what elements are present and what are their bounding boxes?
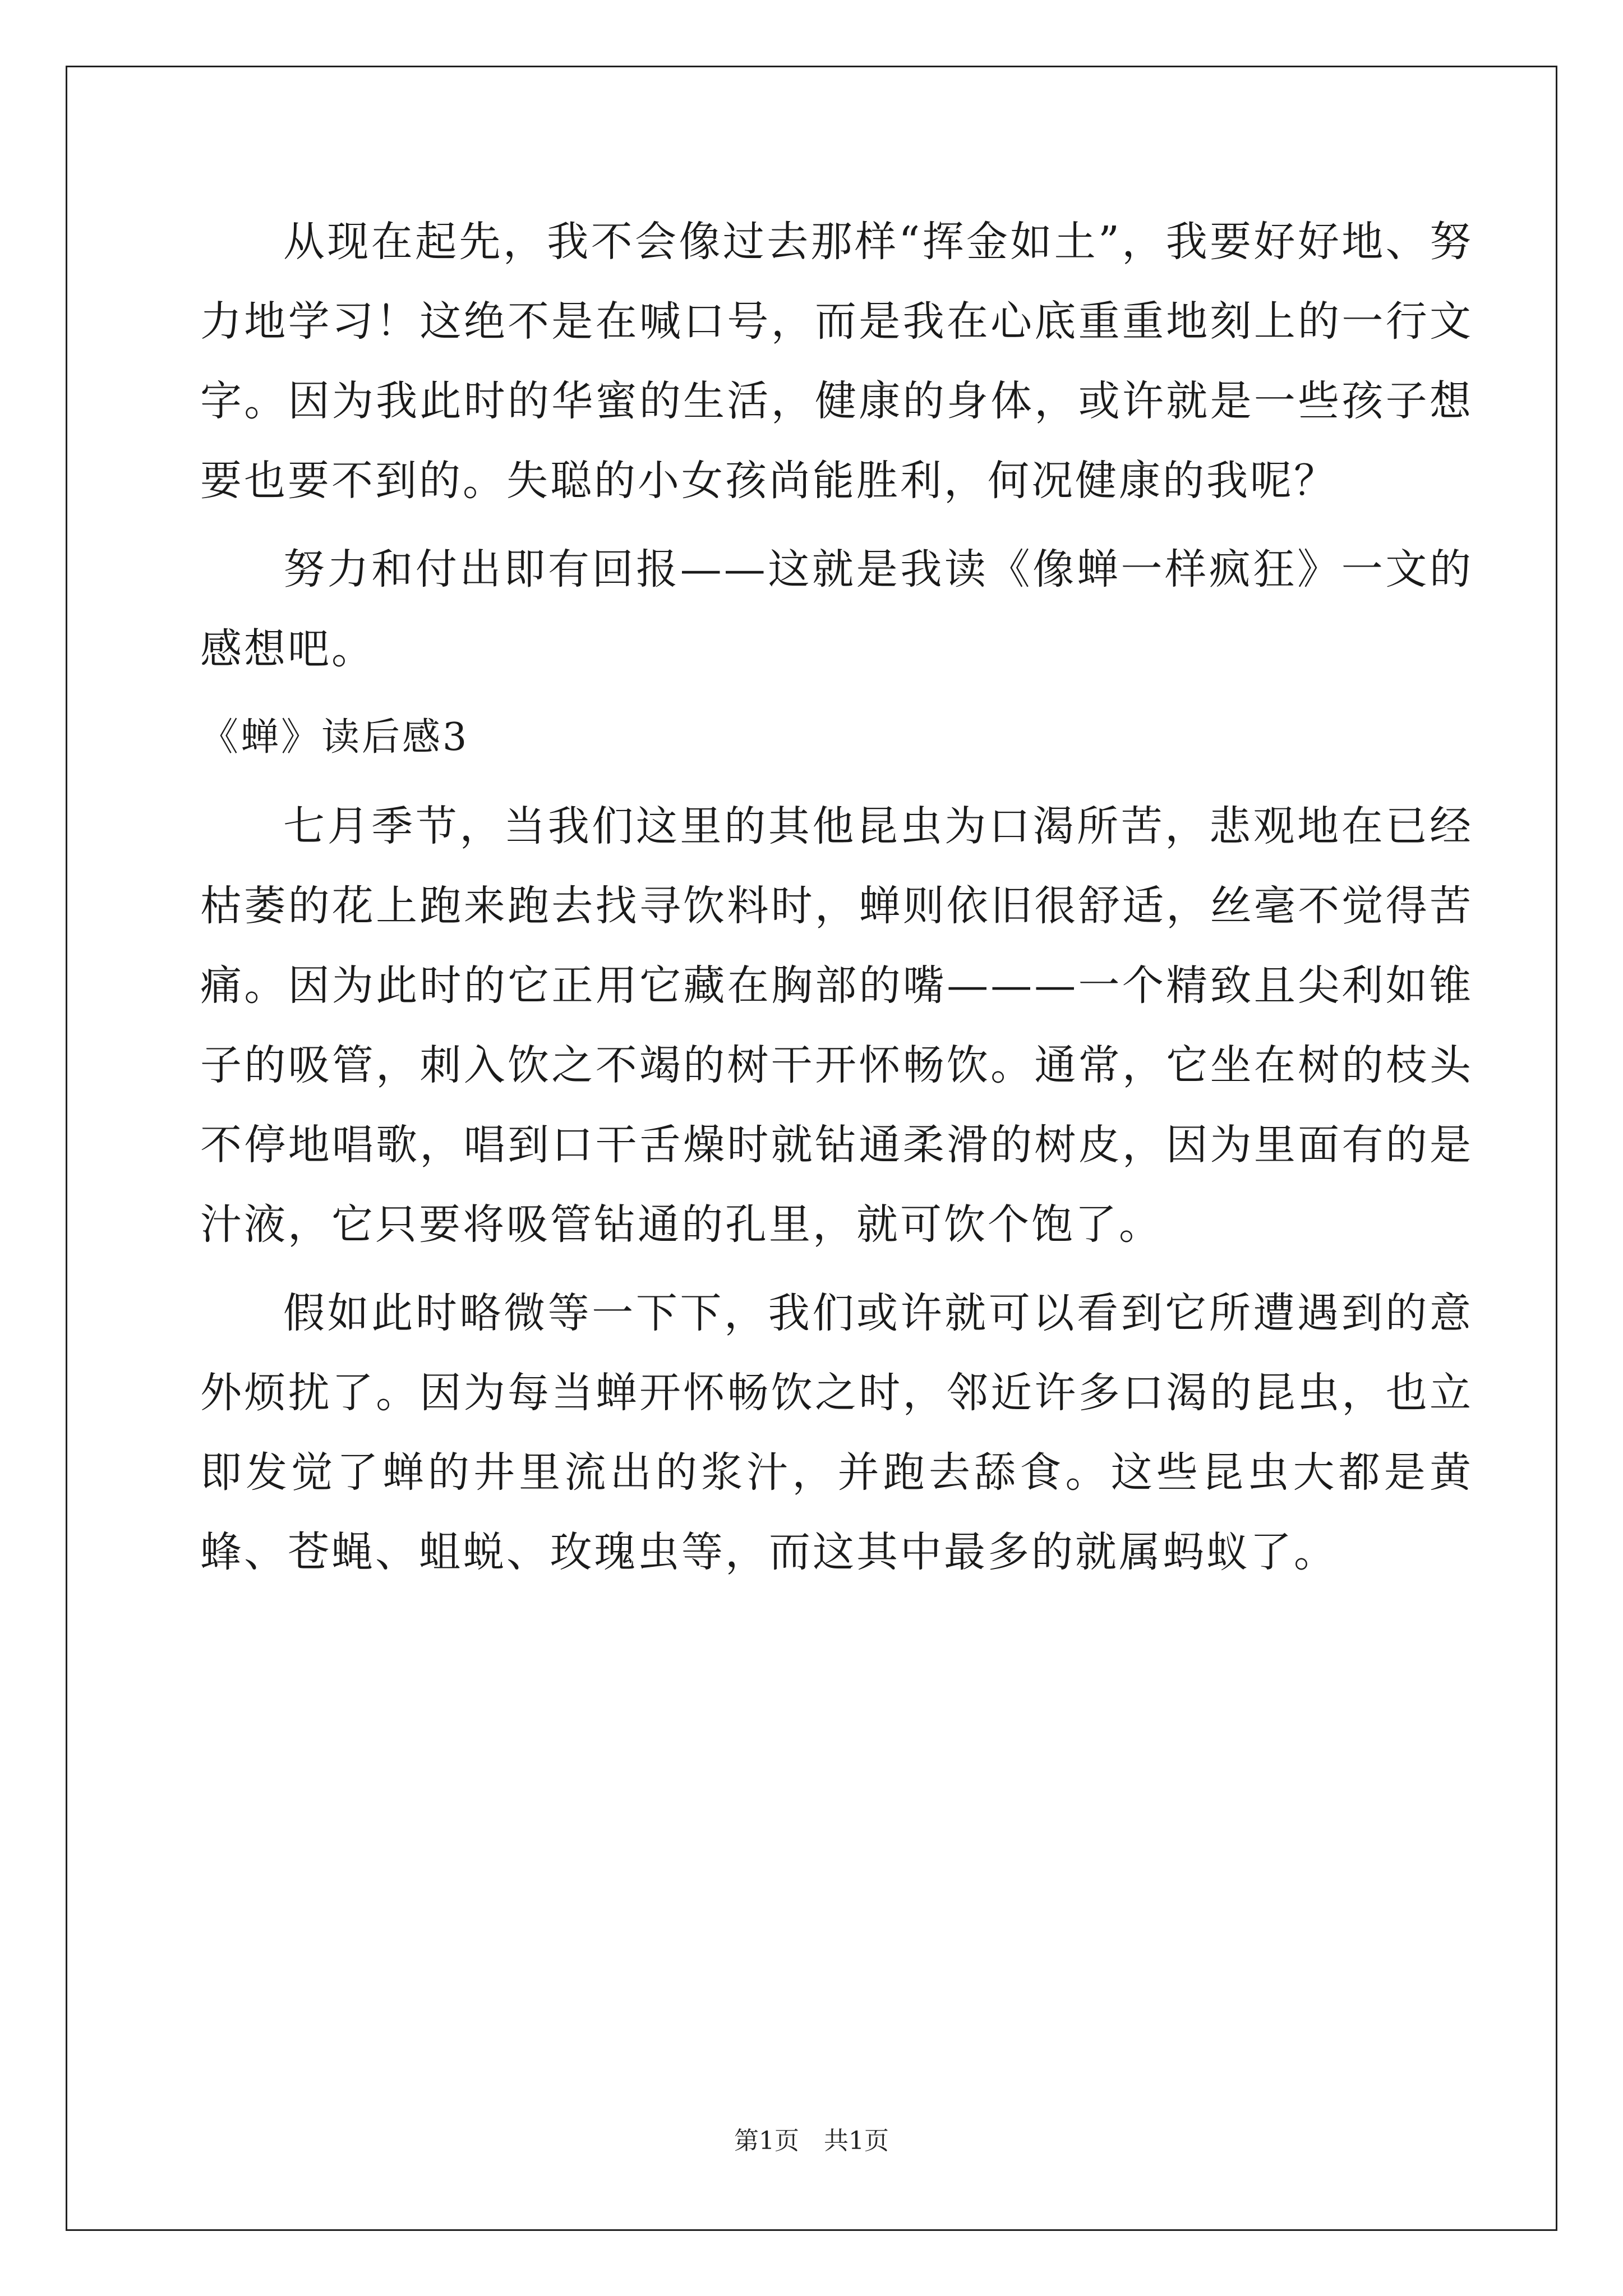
section-title: 《蝉》读后感3 bbox=[200, 715, 469, 760]
paragraph: 假如此时略微等一下下，我们或许就可以看到它所遭遇到的意外烦扰了。因为每当蝉开怀畅饮之时，邻近许多口渴的昆虫，也立即发觉了蝉的井里流出的浆汁，并跑去舔食。这些昆虫大都是黄蜂、苍蝇、蛆蜕、玫瑰虫等，而这其中最多的就属蚂蚁了。 bbox=[200, 1289, 1473, 1576]
paragraph: 努力和付出即有回报——这就是我读《像蝉一样疯狂》一文的感想吧。 bbox=[200, 545, 1473, 673]
document-body bbox=[200, 202, 1473, 1592]
paragraph: 七月季节，当我们这里的其他昆虫为口渴所苦，悲观地在已经枯萎的花上跑来跑去找寻饮料时，蝉则依旧很舒适，丝毫不觉得苦痛。因为此时的它正用它藏在胸部的嘴———一个精致且尖利如锥子的吸管，刺入饮之不竭的树干开怀畅饮。通常，它坐在树的枝头不停地唱歌，唱到口干舌燥时就钻通柔滑的树皮，因为里面有的是汁液，它只要将吸管钻通的孔里，就可饮个饱了。 bbox=[200, 802, 1473, 1249]
paragraph: 从现在起先，我不会像过去那样“挥金如土”，我要好好地、努力地学习！这绝不是在喊口号，而是我在心底重重地刻上的一行文字。因为我此时的华蜜的生活，健康的身体，或许就是一些孩子想要也要不到的。失聪的小女孩尚能胜利，何况健康的我呢？ bbox=[200, 218, 1473, 505]
page-footer: 第1页 共1页 bbox=[734, 2127, 889, 2155]
